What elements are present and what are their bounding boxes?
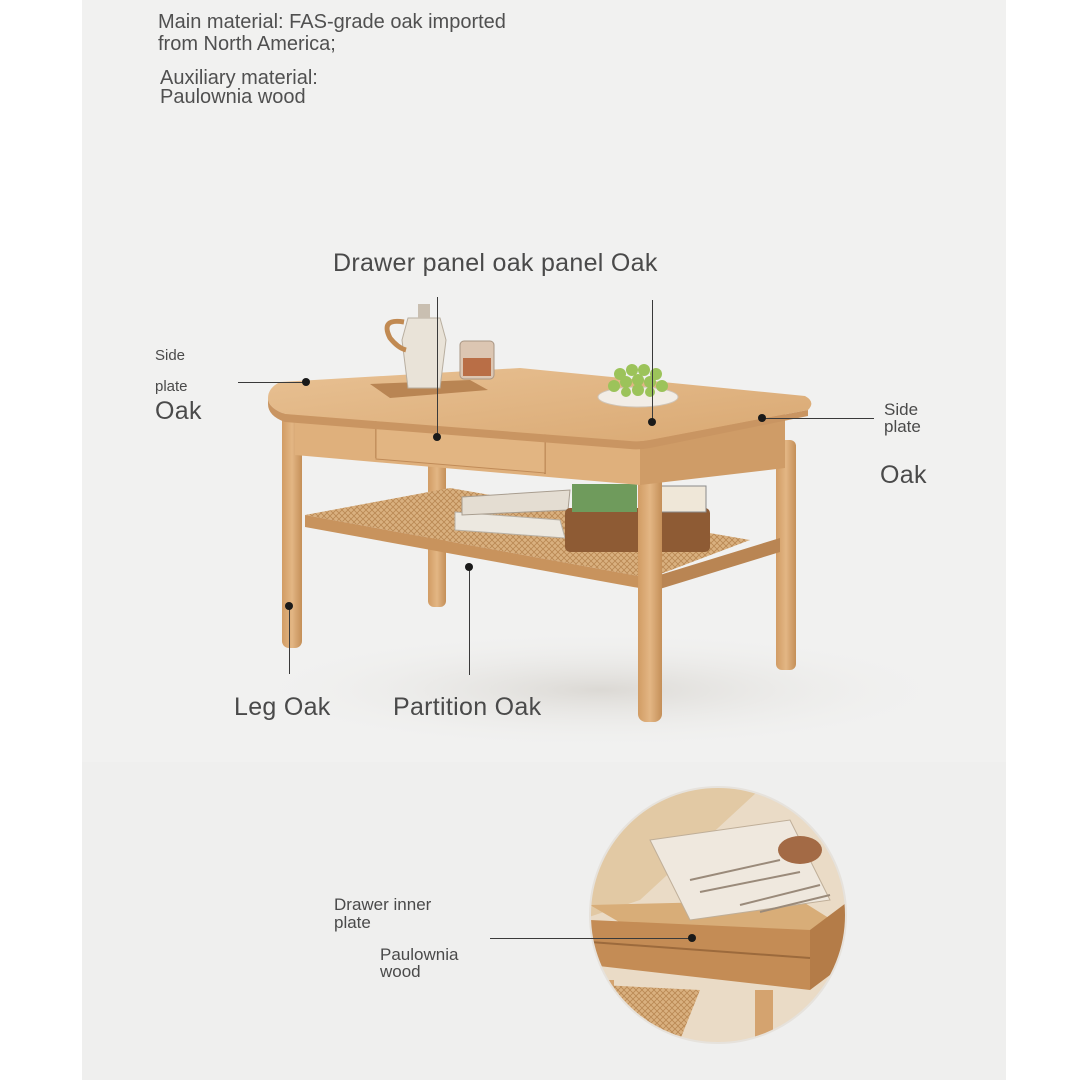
leg-dot	[285, 602, 293, 610]
partition-label: Partition Oak	[393, 693, 542, 721]
side-plate-right-label-3: Oak	[880, 461, 927, 489]
moka-lid	[418, 304, 430, 318]
drawer-inner-label-1: Drawer inner	[334, 895, 432, 914]
side-plate-right-label-1: Side	[884, 400, 919, 419]
drawer-inner-label-4: wood	[380, 962, 421, 981]
aux-material-line1: Auxiliary material:	[160, 67, 318, 89]
drawer-panel-leader-left	[437, 297, 438, 436]
side-plate-right-label-2: plate	[884, 417, 921, 436]
drawer-inner-leader	[490, 938, 692, 939]
basket	[565, 508, 710, 552]
drawer-panel-dot-left	[433, 433, 441, 441]
main-material-line1: Main material: FAS-grade oak imported	[158, 11, 506, 33]
partition-leader	[469, 567, 470, 675]
drawer-panel-dot-right	[648, 418, 656, 426]
back-leg-right	[776, 440, 796, 670]
side-plate-left-label-2: plate	[155, 378, 188, 395]
box-green	[572, 484, 637, 512]
floor-shadow	[240, 630, 960, 750]
side-plate-right-leader	[762, 418, 874, 419]
drawer-inner-dot	[688, 934, 696, 942]
drawer-inner-label-2: plate	[334, 913, 371, 932]
drawer-inner-label-3: Paulownia	[380, 945, 459, 964]
main-material-line2: from North America;	[158, 33, 336, 55]
aux-material-line2: Paulownia wood	[160, 86, 306, 108]
drawer-panel-label: Drawer panel oak panel Oak	[333, 249, 658, 277]
side-plate-left-dot	[302, 378, 310, 386]
drawer-detail-image	[580, 780, 860, 1060]
side-plate-left-label-1: Side	[155, 347, 186, 364]
leg-label: Leg Oak	[234, 693, 331, 721]
side-plate-left-label-3: Oak	[155, 397, 202, 425]
moka-pot	[402, 318, 446, 388]
leg-leader	[289, 606, 290, 674]
side-plate-right-dot	[758, 414, 766, 422]
drawer-panel-leader-right	[652, 300, 653, 422]
side-plate-left-leader	[238, 382, 306, 383]
partition-dot	[465, 563, 473, 571]
